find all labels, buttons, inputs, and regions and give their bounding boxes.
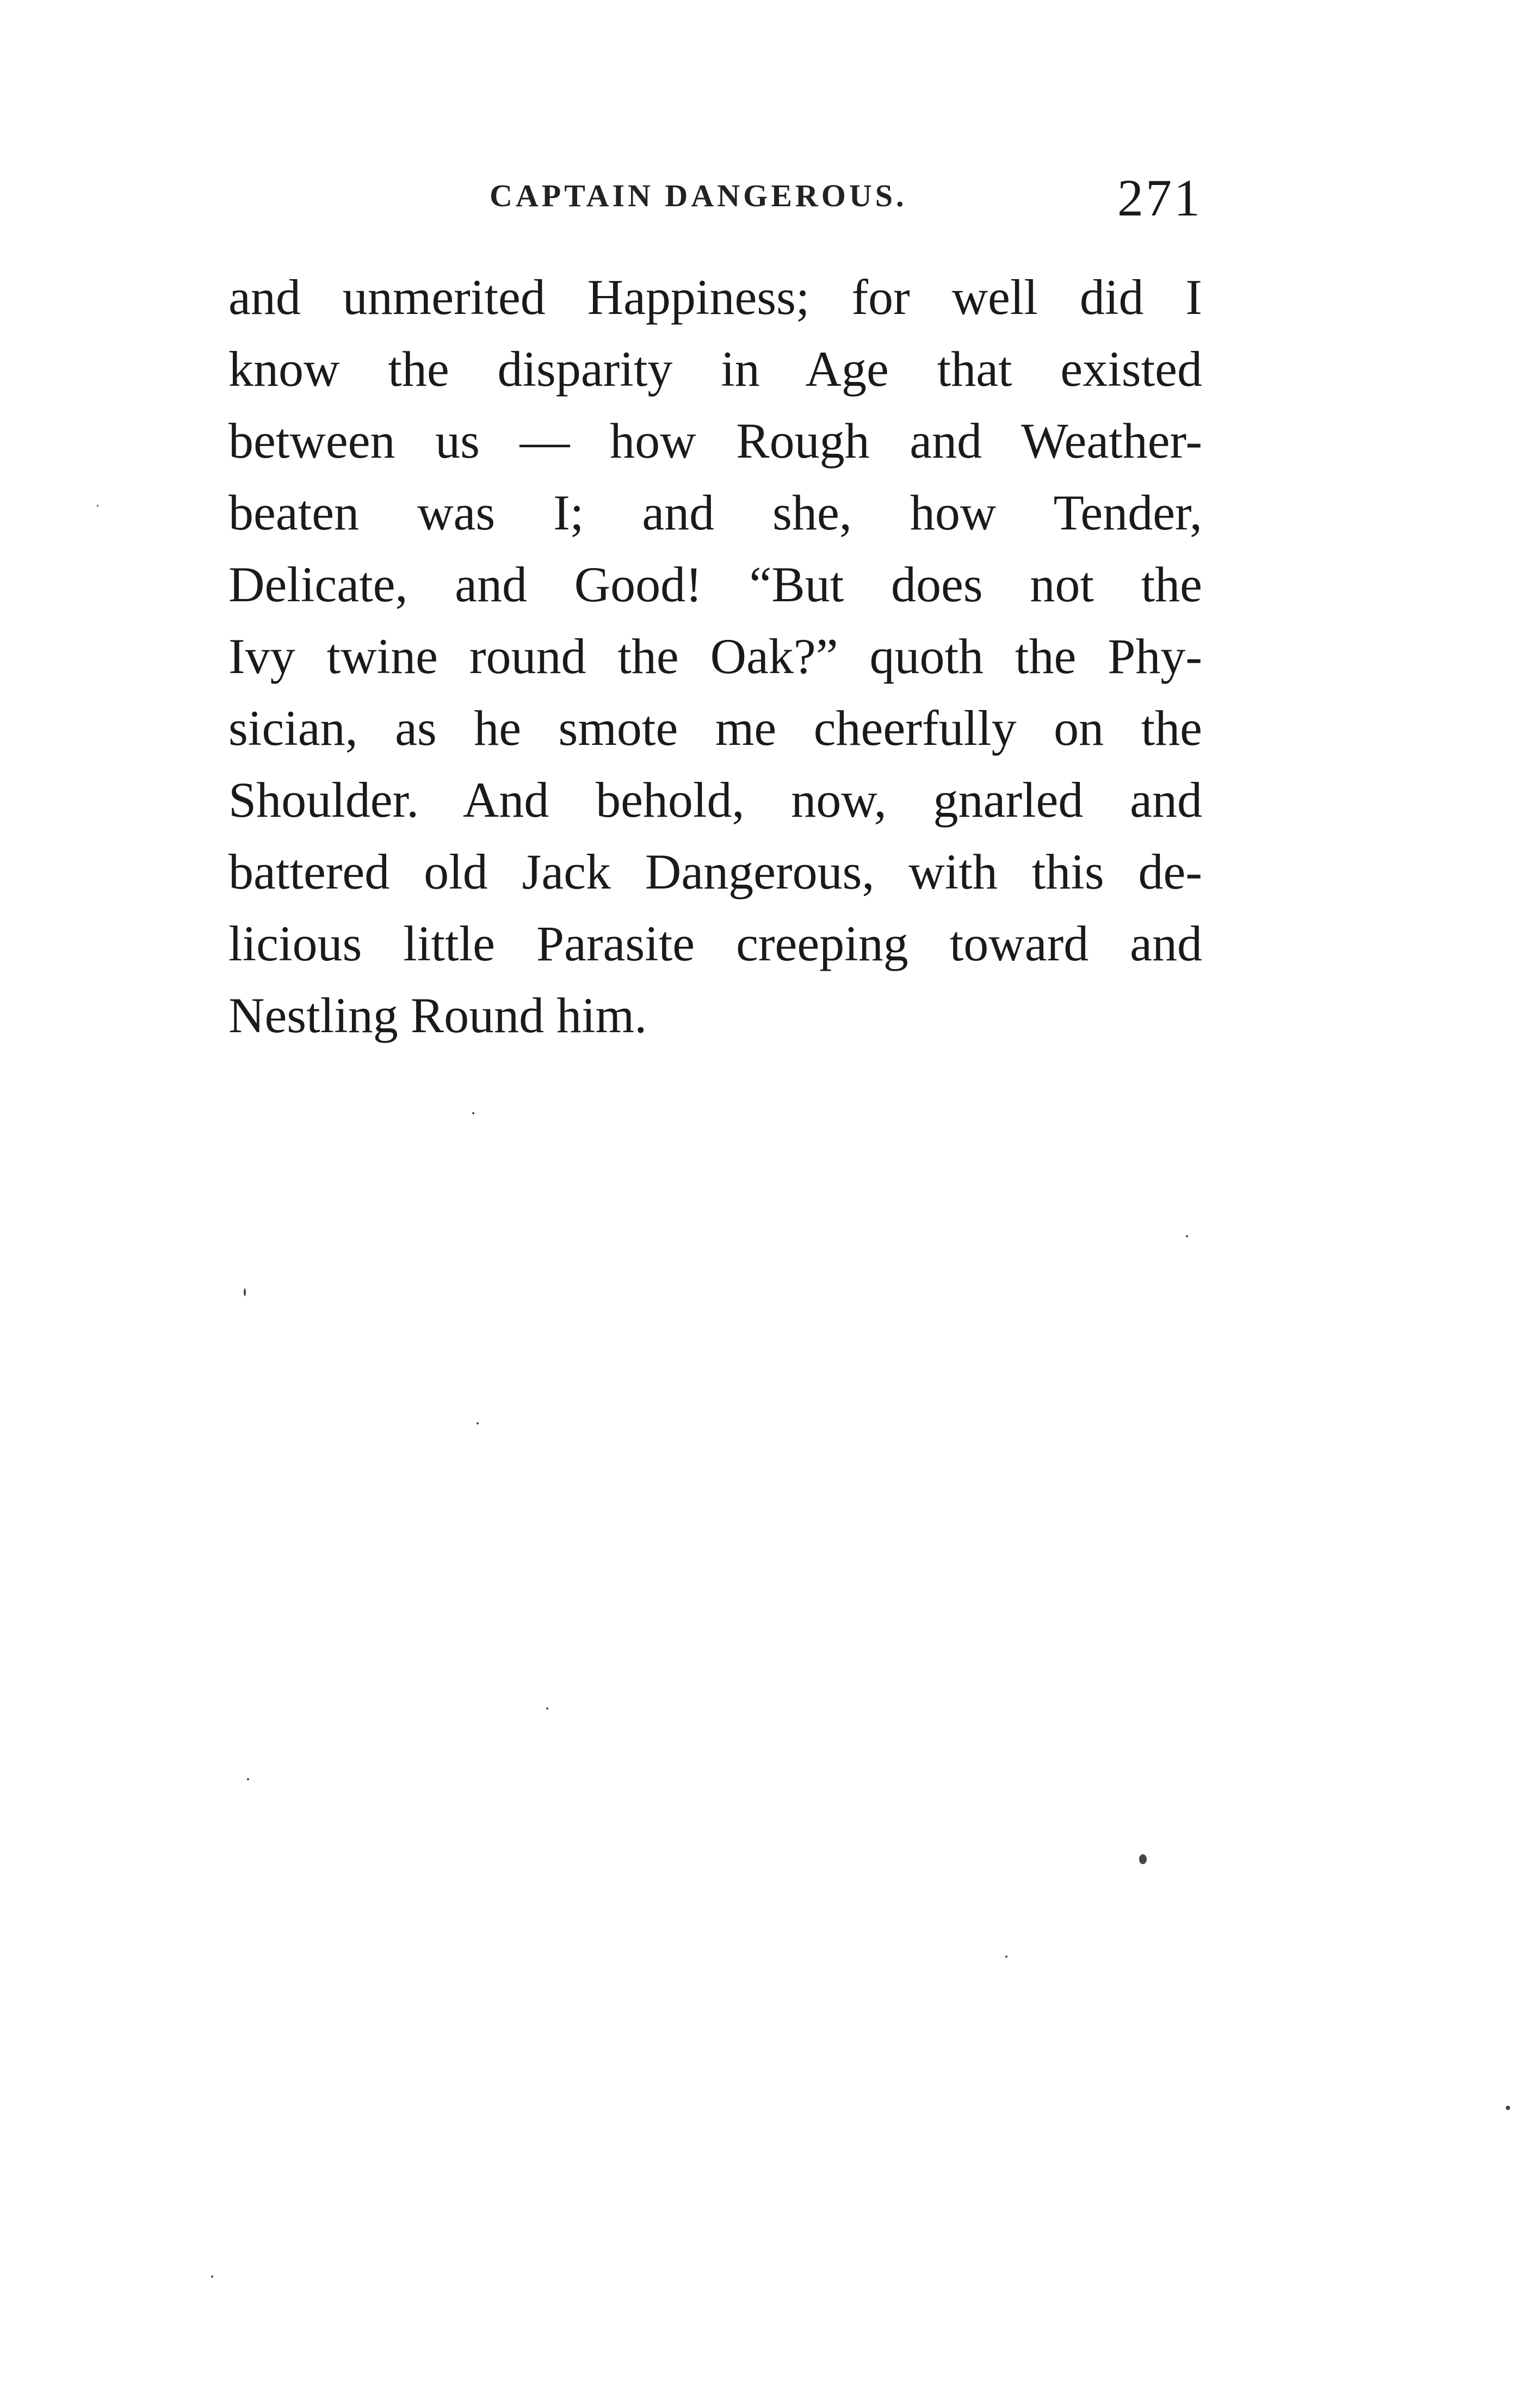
text-line: Nestling Round him. [228, 988, 647, 1043]
text-line: beaten was I; and she, how Tender, [228, 485, 1202, 540]
scan-speck [244, 1288, 246, 1296]
text-line: Delicate, and Good! “But does not the [228, 557, 1202, 612]
running-head [228, 168, 1202, 227]
page-number: 271 [1117, 169, 1202, 227]
text-line: sician, as he smote me cheerfully on the [228, 700, 1202, 756]
text-line: between us — how Rough and Weather- [228, 413, 1202, 468]
scan-speck [1506, 2106, 1510, 2110]
scan-speck [1186, 1235, 1188, 1237]
text-line: Shoulder. And behold, now, gnarled and [228, 772, 1202, 828]
scan-speck [211, 2275, 213, 2278]
text-line: battered old Jack Dangerous, with this de- [228, 844, 1202, 899]
text-line: licious little Parasite creeping toward and [228, 916, 1202, 971]
body-text [228, 261, 1202, 1051]
scan-speck [472, 1112, 474, 1114]
text-line: and unmerited Happiness; for well did I [228, 269, 1202, 325]
text-line: Ivy twine round the Oak?” quoth the Phy- [228, 628, 1202, 684]
running-title: CAPTAIN DANGEROUS. [490, 178, 907, 213]
scan-speck [97, 505, 98, 507]
scan-speck [477, 1422, 479, 1424]
scan-speck [546, 1707, 548, 1710]
scan-speck [1005, 1956, 1007, 1958]
scan-speck [247, 1778, 249, 1780]
text-line: know the disparity in Age that existed [228, 341, 1202, 397]
scan-speck [1139, 1854, 1147, 1864]
